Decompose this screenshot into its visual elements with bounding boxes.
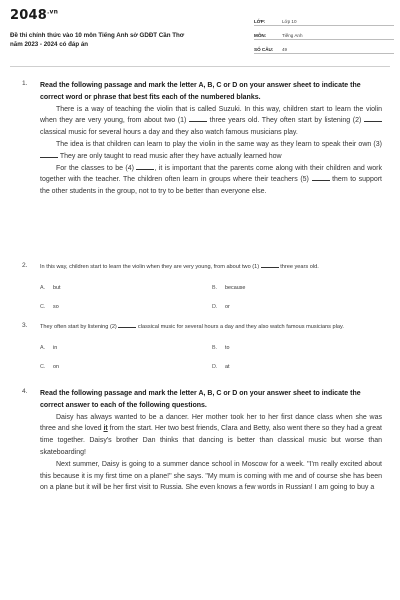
meta-subject: MÔN: Tiếng Anh	[254, 28, 394, 40]
question-stem: They often start by listening (2) classical music for several hours a day and they also watch famous musicians play.	[40, 324, 344, 330]
question-4	[22, 388, 382, 494]
passage-paragraph: Next summer, Daisy is going to a summer dance school in Moscow for a week. "I'm really excited about this because it is my first time on a plane!" she says. "My mum is coming with me and of course she has been on a plane but it will be her first visit to Russia. She even knows a few words in Russian! I am going to buy a	[40, 460, 382, 492]
option-d[interactable]: D. or	[212, 304, 230, 310]
option-d[interactable]: D. at	[212, 364, 230, 370]
document-title: Đề thi chính thức vào 10 môn Tiếng Anh sở GDĐT Cần Thơ năm 2023 - 2024 có đáp án	[10, 32, 185, 48]
passage-paragraph: For the classes to be (4) , it is important that the parents come along with their children and work together with the teacher. The children often learn in groups where their teachers (5) them to support the other students in the group, not to try to be better than everyone else.	[40, 164, 383, 196]
exam-meta	[254, 14, 394, 56]
question-instruction: Read the following passage and mark the letter A, B, C or D on your answer sheet to indicate the correct word or phrase that best fits each of the numbered blanks.	[40, 82, 361, 101]
question-number: 4.	[22, 388, 28, 395]
answer-blank	[118, 322, 136, 328]
answer-blank	[261, 262, 279, 268]
question-number: 3.	[22, 322, 28, 329]
answer-options	[40, 285, 382, 310]
meta-question-count: SỐ CÂU: 49	[254, 42, 394, 54]
answer-blank	[189, 116, 207, 122]
question-instruction: Read the following passage and mark the letter A, B, C or D on your answer sheet to indicate the correct answer to each of the following questions.	[40, 390, 361, 409]
answer-blank	[312, 175, 330, 181]
answer-options	[40, 345, 382, 370]
answer-blank	[40, 152, 58, 158]
page-header	[0, 0, 400, 60]
question-3	[22, 322, 382, 388]
meta-class: LỚP: Lớp 10	[254, 14, 394, 26]
answer-blank	[364, 116, 382, 122]
answer-blank	[136, 164, 154, 170]
option-b[interactable]: B. to	[212, 345, 230, 351]
question-number: 1.	[22, 80, 28, 87]
site-logo[interactable]: $2048^{.vn}$	[10, 8, 59, 23]
option-c[interactable]: C. on	[40, 364, 59, 370]
option-b[interactable]: B. because	[212, 285, 246, 291]
question-list	[22, 80, 382, 494]
question-2	[22, 262, 382, 322]
option-c[interactable]: C. so	[40, 304, 59, 310]
passage-paragraph: The idea is that children can learn to play the violin in the same way as they learn to speak their own (3) They are only taught to read music after they have actually learned how	[40, 139, 382, 163]
question-1	[22, 80, 382, 262]
option-a[interactable]: A. but	[40, 285, 61, 291]
header-divider	[10, 66, 390, 67]
passage-paragraph: There is a way of teaching the violin that is called Suzuki. In this way, children start to learn the violin when they are very young, from about two (1) three years old. They often start by listening (2) classical music for several hours a day and they also watch famous musicians play.	[40, 105, 382, 137]
option-a[interactable]: A. in	[40, 345, 58, 351]
question-stem: In this way, children start to learn the violin when they are very young, from about two (1) three years old.	[40, 264, 319, 270]
question-number: 2.	[22, 262, 28, 269]
underlined-word: it	[103, 425, 108, 433]
passage-paragraph: Daisy has always wanted to be a dancer. Her mother took her to her first dance class when she was three and she loved it from the start. Her two best friends, Clara and Betty, also went there so they had a great time together. Daisy's brother Dan thinks that dancing is better than classical music but worse than skateboarding!	[40, 413, 382, 456]
